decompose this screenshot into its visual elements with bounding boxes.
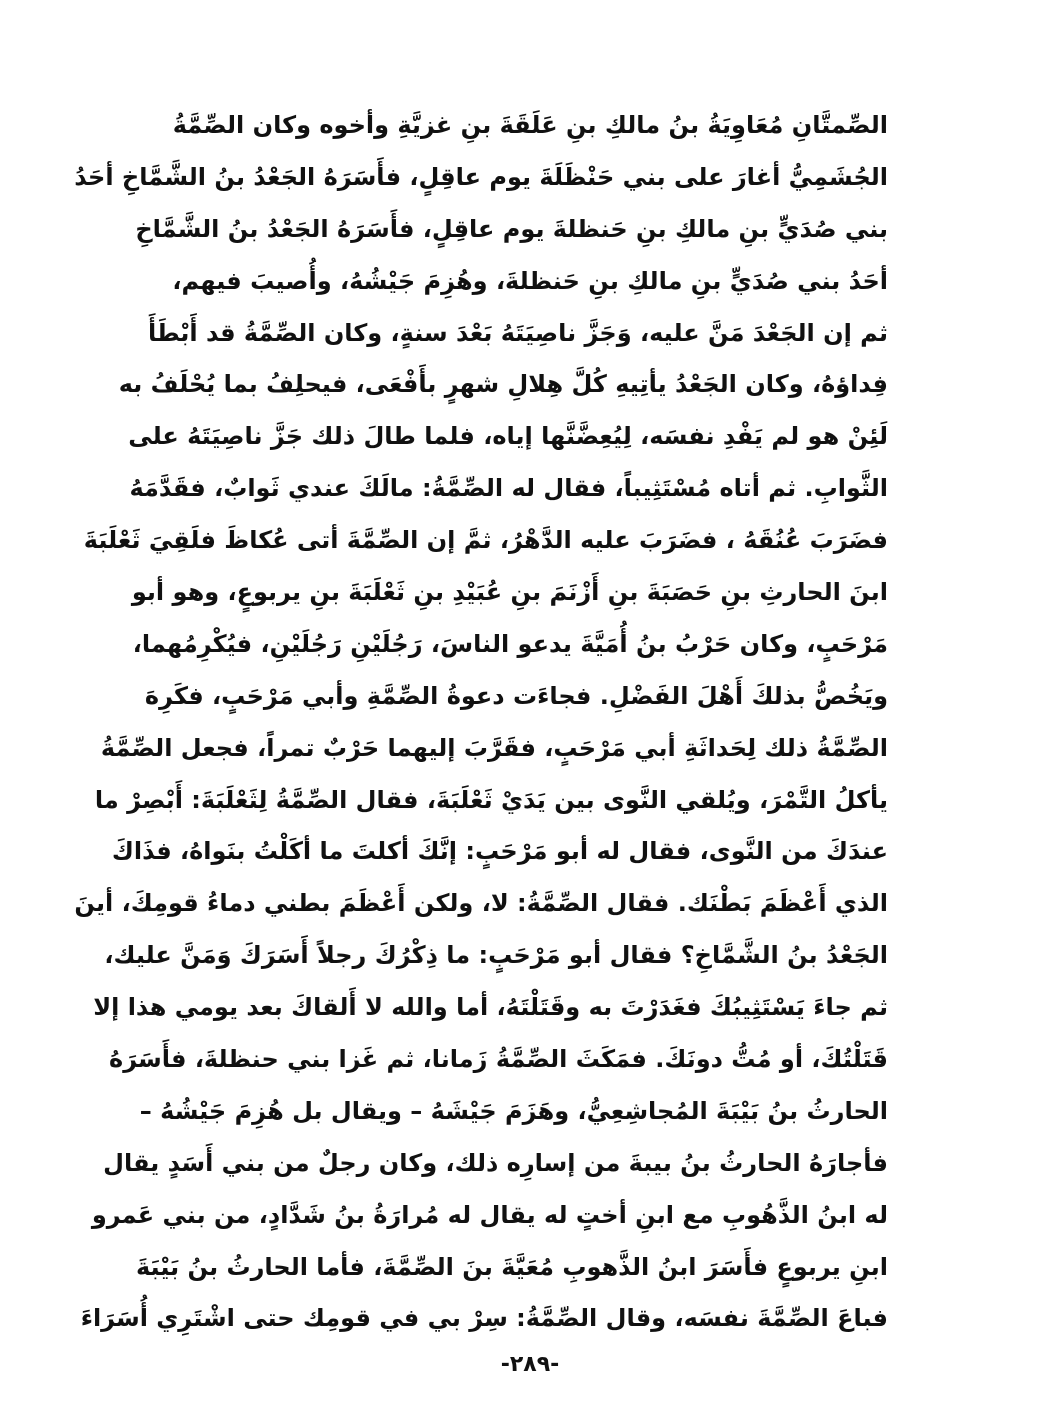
text-line: لَئِنْ هو لم يَفْدِ نفسَه، لِيُعِضَّنَّها إياه، فلما طالَ ذلك جَزَّ ناصِيَتَهُ على [128,422,888,451]
text-line: الذي أَعْظَمَ بَطْنَك. فقال الصِّمَّةُ: لا، ولكن أَعْظَمَ بطني دماءُ قومِكَ، أينَ [74,889,888,918]
text-line: الحارثُ بنُ بَيْبَةَ المُجاشِعِيُّ، وهَزَمَ جَيْشَهُ – ويقال بل هُزِمَ جَيْشُهُ – [139,1096,888,1125]
text-line: قَتَلْتُكَ، أو مُتُّ دونَكَ. فمَكَثَ الصِّمَّةُ زَمانا، ثم غَزا بني حنظلةَ، فأَسَرَهُ [109,1045,888,1074]
text-line: ابنِ يربوعٍ فأَسَرَ ابنُ الذَّهوبِ مُعَيَّةَ بنَ الصِّمَّةَ، فأما الحارثُ بنُ بَيْبَةَ [135,1252,888,1281]
text-line: الثَّوابِ. ثم أتاه مُسْتَثِيباً، فقال له الصِّمَّةُ: مالَكَ عندي ثَوابٌ، فقَدَّمَهُ [129,474,888,503]
text-line: فِداؤهُ، وكان الجَعْدُ يأتِيهِ كُلَّ هِلالِ شهرٍ بأَفْعَى، فيحلِفُ بما يُحْلَفُ به [118,370,888,399]
text-line: فباعَ الصِّمَّةَ نفسَه، وقال الصِّمَّةُ: سِرْ بي في قومِك حتى اشْتَرِي أُسَرَاءَ [80,1304,888,1333]
text-line: الجَعْدُ بنُ الشَّمَّاخِ؟ فقال أبو مَرْحَبٍ: ما ذِكْرُكَ رجلاً أَسَرَكَ وَمَنَّ عليك، [104,941,888,970]
text-line: عندَكَ من النَّوى، فقال له أبو مَرْحَبٍ: إنَّكَ أكلتَ ما أكَلْتُ بنَواهُ، فذَاكَ [111,837,888,866]
text-line: فأجارَهُ الحارثُ بنُ بيبةَ من إسارِه ذلك، وكان رجلٌ من بني أَسَدٍ يقال [103,1148,888,1177]
text-line: مَرْحَبٍ، وكان حَرْبُ بنُ أُمَيَّةَ يدعو الناسَ، رَجُلَيْنِ رَجُلَيْنِ، فيُكْرِمُهما، [132,629,888,658]
page-body-text [74,100,888,1345]
text-line: ثم جاءَ يَسْتَثِيبُكَ فغَدَرْتَ به وقَتَلْتَهُ، أما والله لا أَلقاكَ بعد يومي هذا إلا [93,993,888,1022]
text-line: له ابنُ الذَّهُوبِ مع ابنِ أختٍ له يقال له مُرارَةُ بنُ شَدَّادٍ، من بني عَمرو [91,1200,888,1229]
text-line: الصِّمتَّانِ مُعَاوِيَةُ بنُ مالكِ بنِ عَلَقَةَ بنِ غزيَّةِ وأخوه وكان الصِّمَّةُ [172,111,888,139]
text-line: ثم إن الجَعْدَ مَنَّ عليه، وَجَزَّ ناصِيَتَهُ بَعْدَ سنةٍ، وكان الصِّمَّةُ قد أَبْطَأَ [148,318,888,347]
text-line: أحَدُ بني صُدَيٍّ بنِ مالكِ بنِ حَنظلةَ، وهُزِمَ جَيْشُهُ، وأُصيبَ فيهم، [172,266,888,295]
text-line: بني صُدَيٍّ بنِ مالكِ بنِ حَنظلةَ يوم عاقِلٍ، فأَسَرَهُ الجَعْدُ بنُ الشَّمَّاخِ [135,214,888,243]
text-line: فضَرَبَ عُنُقَهُ ، فضَرَبَ عليه الدَّهْرُ، ثمَّ إن الصِّمَّةَ أتى عُكاظَ فلَقِيَ ثَعْلَبَةَ [83,526,888,555]
text-line: يأكلُ التَّمْرَ، ويُلقي النَّوى بين يَدَيْ ثَعْلَبَةَ، فقال الصِّمَّةُ لِثَعْلَبَةَ: أَبْصِرْ ما [94,785,888,814]
text-line: الجُشَمِيُّ أغارَ على بني حَنْظَلَةَ يوم عاقِلٍ، فأَسَرَهُ الجَعْدُ بنُ الشَّمَّاخِ أحَدُ [74,162,888,191]
text-line: الصِّمَّةُ ذلك لِحَداثَةِ أبي مَرْحَبٍ، فقَرَّبَ إليهما حَرْبٌ تمراً، فجعل الصِّمَّةُ [100,733,888,762]
page-number: -٢٨٩- [500,1352,560,1377]
text-line: ويَخُصُّ بذلكَ أَهْلَ الفَضْلِ. فجاءَت دعوةُ الصِّمَّةِ وأبي مَرْحَبٍ، فكَرِهَ [144,681,888,710]
text-line: ابنَ الحارثِ بنِ حَصَبَةَ بنِ أَزْنَمَ بنِ عُبَيْدِ بنِ ثَعْلَبَةَ بنِ يربوعٍ، وهو أبو [131,578,888,607]
